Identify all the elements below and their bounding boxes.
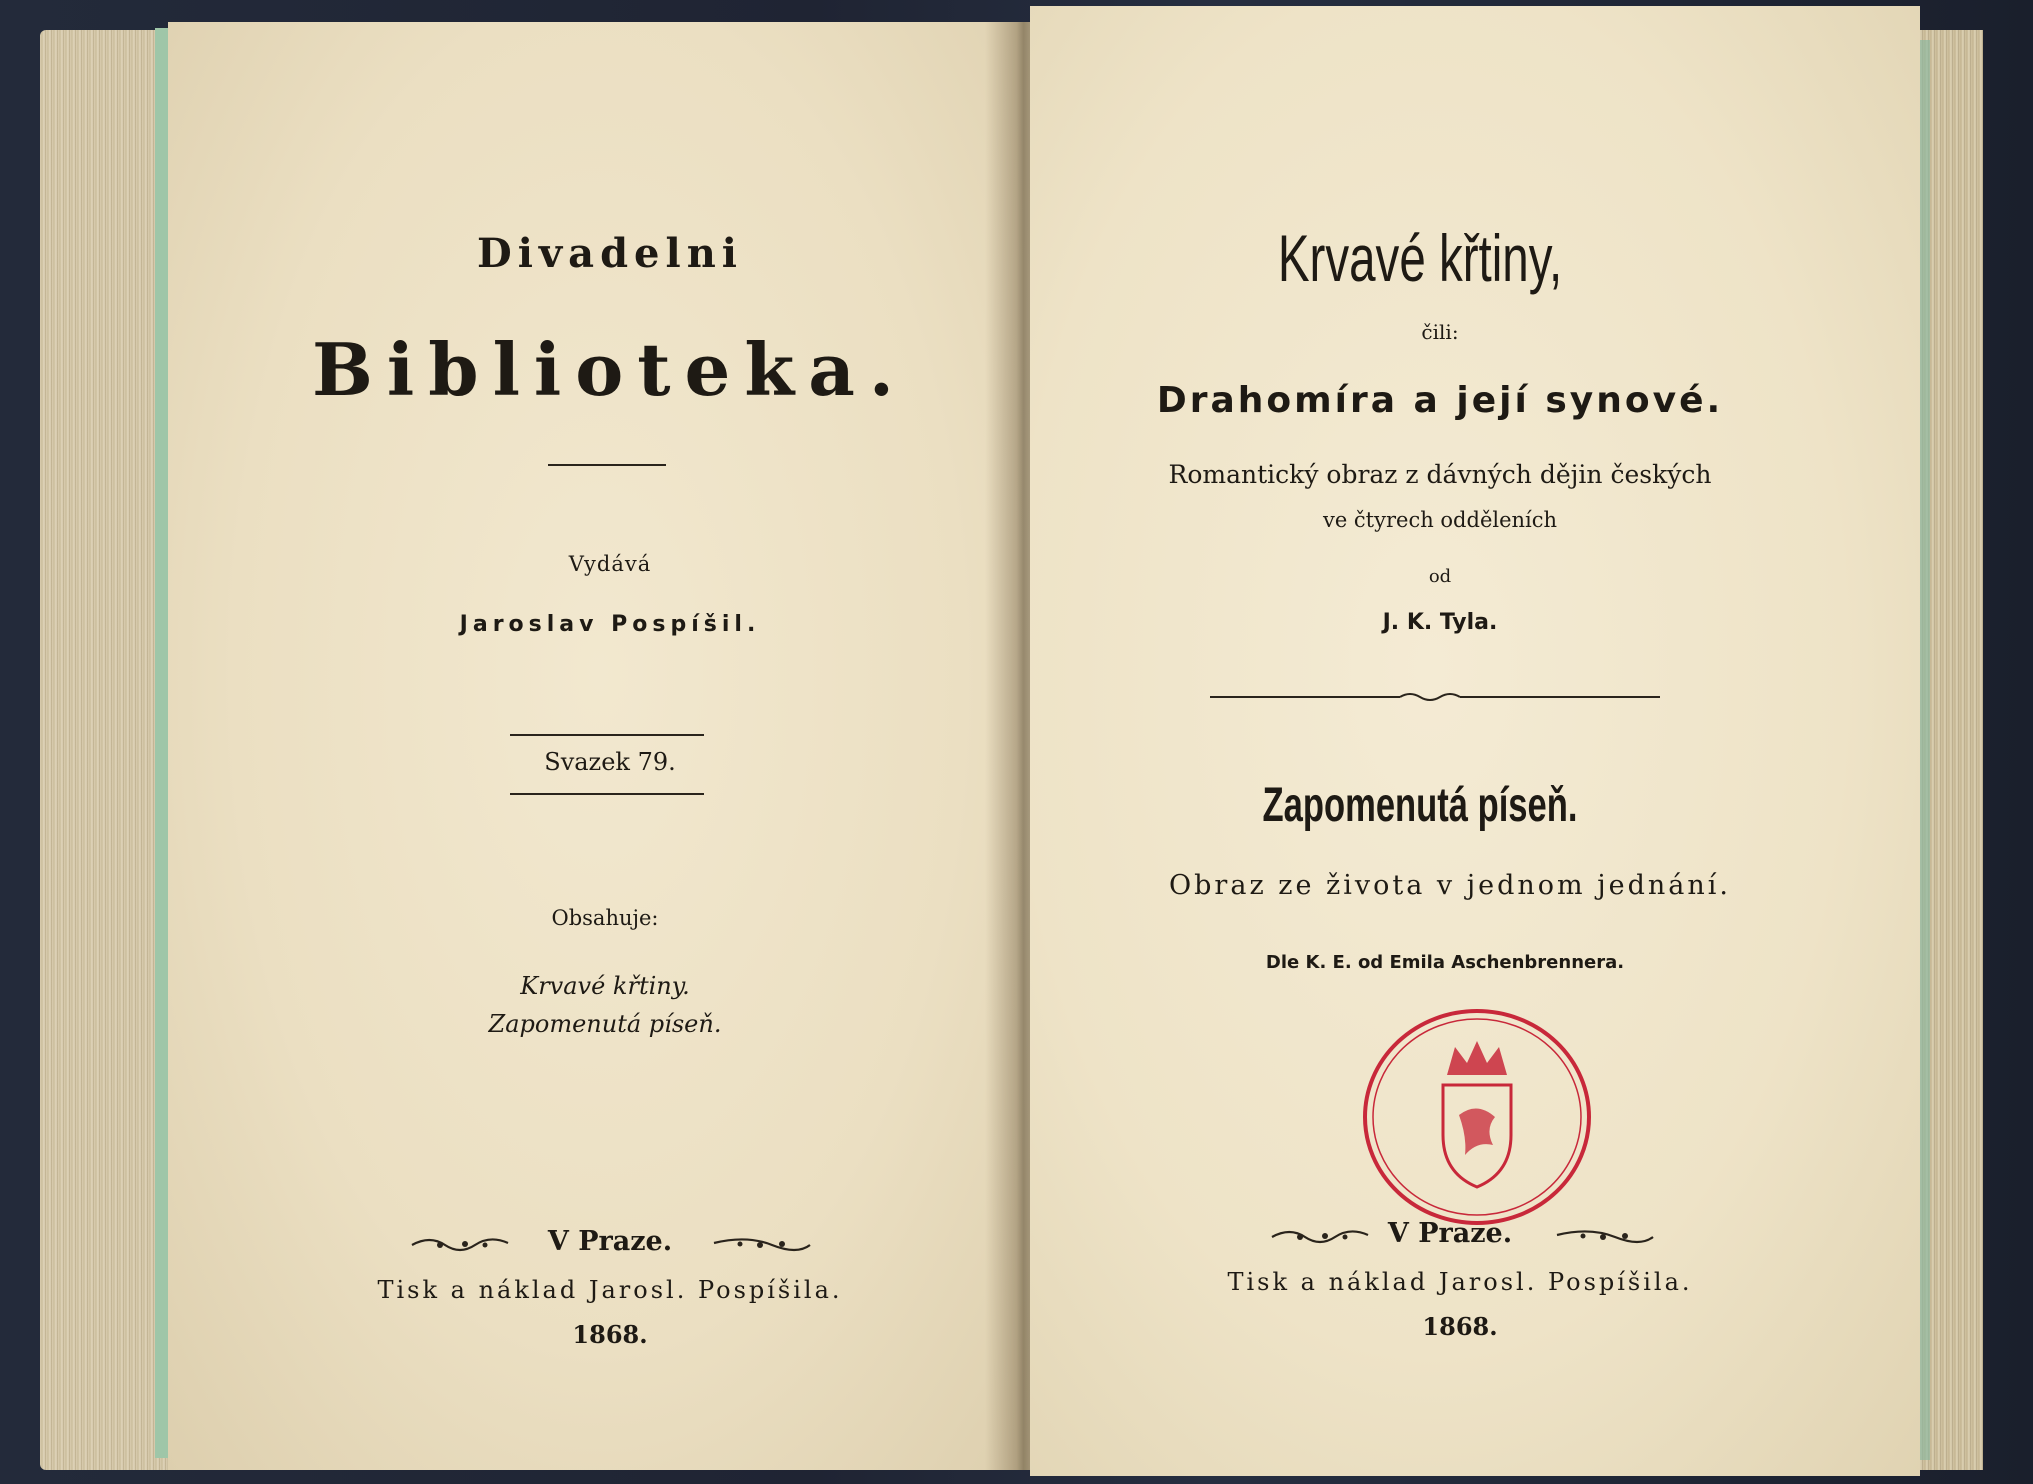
right-imprint-printer: Tisk a náklad Jarosl. Pospíšila. <box>1227 1268 1693 1296</box>
second-description: Obraz ze života v jednom jednání. <box>1169 870 1731 901</box>
museum-stamp <box>1355 1005 1600 1230</box>
left-imprint-printer: Tisk a náklad Jarosl. Pospíšila. <box>377 1276 843 1304</box>
second-title: Zapomenutá píseň. <box>1262 779 1578 832</box>
ornament-right-1 <box>1270 1225 1370 1247</box>
right-imprint-year: 1868. <box>1422 1312 1498 1341</box>
left-imprint-year: 1868. <box>572 1320 648 1349</box>
description-line-1: Romantický obraz z dávných dějin českých <box>1168 460 1712 489</box>
contents-label: Obsahuje: <box>551 906 659 930</box>
right-imprint-city: V Praze. <box>1387 1218 1513 1249</box>
right-divider-ornament <box>1210 690 1660 706</box>
subtitle: Drahomíra a její synové. <box>1156 380 1724 421</box>
series-title-line1: Divadelni <box>477 230 743 277</box>
ornament-left-2 <box>712 1233 812 1255</box>
title-connector: čili: <box>1421 320 1459 344</box>
adaptation-credit: Dle K. E. od Emila Aschenbrennera. <box>1265 952 1625 973</box>
author-name: J. K. Tyla. <box>1382 610 1498 635</box>
main-title: Krvavé křtiny, <box>1277 221 1563 295</box>
ornament-left-1 <box>410 1233 510 1255</box>
series-title-line2: Biblioteka. <box>312 327 908 412</box>
publisher-name: Jaroslav Pospíšil. <box>459 612 761 637</box>
volume-rule-top <box>510 734 704 736</box>
publisher-label: Vydává <box>568 552 652 576</box>
ornament-right-2 <box>1555 1225 1655 1247</box>
left-page-block-edge <box>40 30 170 1470</box>
author-prefix: od <box>1428 566 1452 587</box>
volume-number: Svazek 79. <box>544 748 676 776</box>
contents-item-1: Krvavé křtiny. <box>520 972 690 1000</box>
volume-rule-bottom <box>510 793 704 795</box>
contents-item-2: Zapomenutá píseň. <box>488 1010 722 1038</box>
left-green-endpaper <box>155 28 169 1458</box>
description-line-2: ve čtyrech odděleních <box>1322 508 1558 532</box>
left-imprint-city: V Praze. <box>547 1226 673 1257</box>
left-divider-short <box>548 464 666 466</box>
